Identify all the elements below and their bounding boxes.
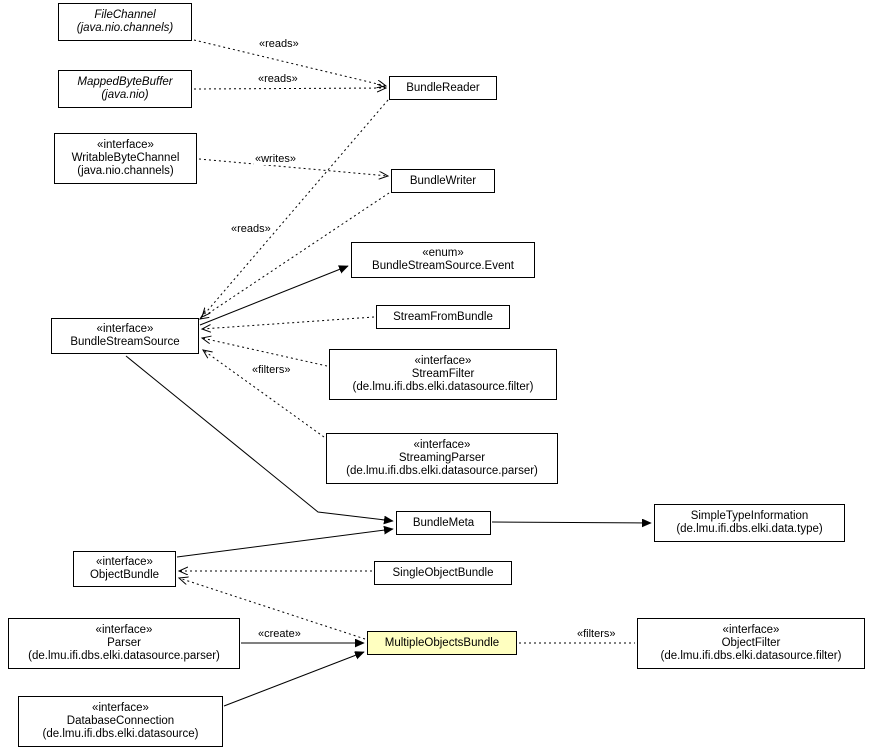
- class-node-label: BundleStreamSource: [70, 336, 180, 348]
- edge-objectbundle-uses-bundlemeta: [177, 529, 393, 557]
- class-node-label: (java.nio.channels): [76, 22, 174, 34]
- class-node-bundlewriter[interactable]: [391, 169, 495, 193]
- class-node-label: «interface»: [722, 624, 780, 636]
- class-node-label: BundleWriter: [409, 174, 477, 187]
- class-node-bundlereader[interactable]: [389, 76, 497, 100]
- class-node-label: (de.lmu.ifi.dbs.elki.datasource.parser): [346, 465, 538, 477]
- class-node-label: (java.nio.channels): [77, 165, 174, 177]
- class-node-singleobjectbundle[interactable]: [374, 561, 512, 585]
- class-node-bundlemeta[interactable]: [396, 511, 491, 535]
- class-node-writablebytechannel[interactable]: [54, 133, 197, 184]
- edge-label-create-1: «create»: [258, 628, 301, 640]
- edge-mappedbytebuffer-reads-bundlereader: [194, 88, 386, 89]
- edge-label-filters-1: «filters»: [252, 364, 291, 376]
- class-node-databaseconnection[interactable]: [18, 696, 223, 747]
- class-node-label: ObjectBundle: [89, 569, 160, 581]
- class-node-label: «interface»: [96, 323, 154, 335]
- edge-bundlestreamsource-uses-event: [200, 266, 348, 325]
- class-node-label: MultipleObjectsBundle: [384, 636, 500, 649]
- class-node-objectbundle[interactable]: [73, 551, 176, 587]
- class-node-label: (de.lmu.ifi.dbs.elki.datasource.parser): [28, 650, 220, 662]
- edge-label-reads-1: «reads»: [259, 38, 299, 50]
- class-node-label: BundleStreamSource.Event: [372, 260, 514, 272]
- edge-streamfilter-implements-bundlestreamsource: [202, 338, 327, 366]
- class-node-label: (java.nio): [101, 89, 149, 101]
- class-node-label: «interface»: [97, 139, 154, 151]
- class-node-label: BundleReader: [406, 81, 480, 94]
- class-node-parser[interactable]: [8, 618, 240, 669]
- class-node-label: DatabaseConnection: [66, 715, 175, 727]
- class-node-streamfrombundle[interactable]: [376, 305, 510, 329]
- class-node-simpletypeinformation[interactable]: [654, 504, 845, 542]
- class-node-label: «interface»: [414, 355, 472, 367]
- class-node-label: (de.lmu.ifi.dbs.elki.datasource.filter): [660, 650, 842, 662]
- edge-bundlereader-implements-bundlestreamsource: [202, 100, 388, 317]
- class-node-label: «interface»: [92, 702, 149, 714]
- edge-databaseconnection-uses-multipleobjectsbundle: [224, 652, 364, 706]
- edge-label-reads-3: «reads»: [231, 223, 271, 235]
- class-node-objectfilter[interactable]: [637, 618, 865, 669]
- class-node-bundlestreamsource[interactable]: [51, 318, 199, 354]
- class-node-mappedbytebuffer[interactable]: [58, 70, 192, 108]
- class-node-label: Parser: [107, 637, 141, 649]
- edge-label-writes-1: «writes»: [255, 153, 296, 165]
- class-node-label: SingleObjectBundle: [392, 566, 494, 579]
- edge-label-filters-2: «filters»: [577, 628, 616, 640]
- class-node-label: StreamFromBundle: [393, 310, 493, 323]
- class-node-label: «interface»: [413, 439, 471, 451]
- class-node-label: WritableByteChannel: [71, 152, 180, 164]
- edge-bundlemeta-uses-simpletypeinformation: [492, 522, 651, 523]
- class-node-streamingparser[interactable]: [326, 433, 558, 484]
- class-node-label: «interface»: [96, 556, 153, 568]
- edge-streamfrombundle-implements-bundlestreamsource: [202, 317, 374, 329]
- class-node-label: «enum»: [422, 247, 464, 259]
- class-node-label: (de.lmu.ifi.dbs.elki.datasource): [42, 728, 199, 740]
- class-node-label: StreamFilter: [411, 368, 475, 380]
- class-node-label: SimpleTypeInformation: [690, 510, 809, 522]
- class-node-label: (de.lmu.ifi.dbs.elki.datasource.filter): [352, 381, 534, 393]
- class-node-label: ObjectFilter: [721, 637, 781, 649]
- class-node-label: FileChannel: [94, 9, 156, 21]
- class-node-label: MappedByteBuffer: [77, 76, 173, 88]
- class-node-label: «interface»: [95, 624, 153, 636]
- class-node-multipleobjectsbundle[interactable]: [367, 631, 517, 655]
- class-node-bundlestreamsourceevent[interactable]: [351, 242, 535, 278]
- class-node-label: (de.lmu.ifi.dbs.elki.data.type): [676, 523, 823, 535]
- class-node-label: StreamingParser: [398, 452, 486, 464]
- edge-label-reads-2: «reads»: [258, 73, 298, 85]
- class-node-streamfilter[interactable]: [329, 349, 557, 400]
- class-node-label: BundleMeta: [412, 516, 475, 529]
- class-node-filechannel[interactable]: [58, 3, 192, 41]
